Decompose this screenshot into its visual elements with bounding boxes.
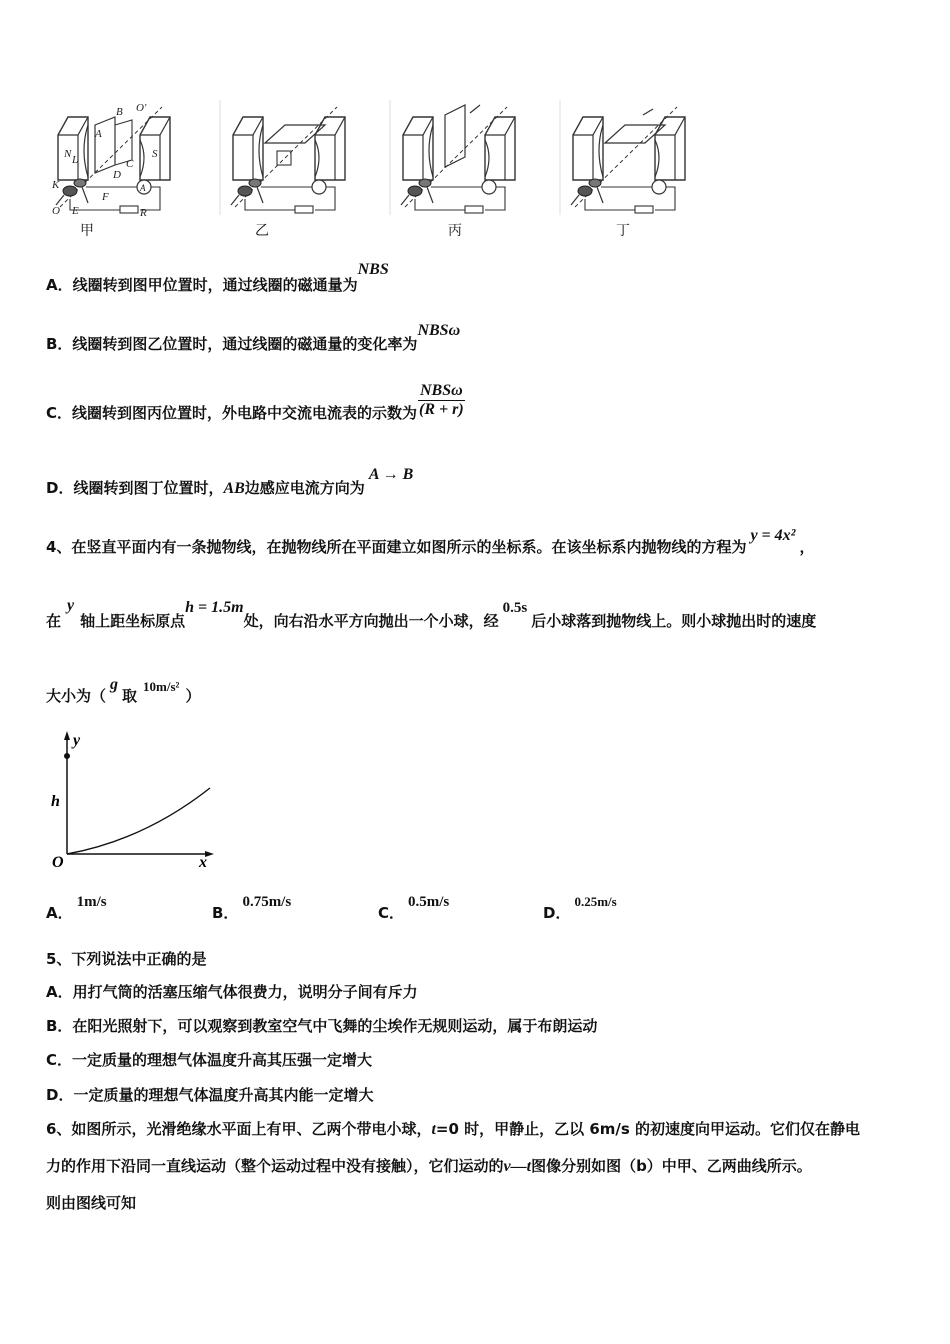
q6-line1: [46, 1118, 860, 1139]
q3-option-b-math: NBSω: [417, 322, 461, 339]
q4-mid3: 后小球落到抛物线上。则小球抛出时的速度: [531, 612, 817, 630]
q3-option-d-text: D．线圈转到图丁位置时，: [46, 479, 224, 497]
q4-mid1: 轴上距坐标原点: [80, 612, 186, 630]
q4-option-a-value: 1m/s: [76, 894, 107, 910]
q3-option-d-ab: AB: [223, 480, 245, 497]
q4-option-d: [543, 894, 617, 923]
q6-vt: v—t: [503, 1158, 532, 1175]
label-f: F: [102, 191, 109, 203]
q3-option-c: [46, 378, 466, 423]
q4-h-eq: h = 1.5m: [185, 599, 244, 616]
q5-option-b: B．在阳光照射下，可以观察到教室空气中飞舞的尘埃作无规则运动，属于布朗运动: [46, 1017, 598, 1035]
q4-option-a-label: A．: [46, 904, 73, 922]
q4-option-a: [46, 894, 107, 923]
label-l: L: [72, 154, 79, 166]
label-e: E: [72, 205, 79, 217]
q3-option-a-text: A．线圈转到图甲位置时，通过线圈的磁通量为: [46, 276, 358, 294]
q3-option-b-text: B．线圈转到图乙位置时，通过线圈的磁通量的变化率为: [46, 335, 418, 353]
q4-g-value: 10m/s²: [143, 679, 180, 694]
q6-line2: [46, 1155, 812, 1176]
q3-option-a: [46, 261, 389, 295]
q4-close: ）: [185, 687, 201, 705]
q4-comma: ，: [799, 538, 815, 556]
q4-zai: 在: [46, 612, 62, 630]
label-b: B: [116, 106, 123, 118]
figure-yi: [231, 107, 345, 213]
q4-equation: y = 4x²: [750, 527, 796, 544]
q4-stem-line1: [46, 527, 815, 557]
graph-origin-label: O: [52, 854, 64, 871]
q4-mid2: 处，向右沿水平方向抛出一个小球，经: [243, 612, 499, 630]
y-axis-arrow: [64, 731, 70, 740]
figure-label-bing: 丙: [448, 223, 462, 239]
q3-option-d: [46, 466, 414, 498]
generator-figures: [40, 95, 740, 245]
q5-option-d: D．一定质量的理想气体温度升高其内能一定增大: [46, 1086, 374, 1104]
q5-stem: 5、下列说法中正确的是: [46, 950, 207, 968]
q6-line1a: 6、如图所示，光滑绝缘水平面上有甲、乙两个带电小球，: [46, 1120, 432, 1138]
q6-t-var: t: [431, 1121, 436, 1138]
graph-h-label: h: [51, 793, 60, 810]
q5-option-a: A．用打气筒的活塞压缩气体很费力，说明分子间有斥力: [46, 983, 418, 1001]
q4-stem-line2: [46, 597, 817, 631]
label-axis: O′: [136, 102, 147, 114]
q4-qu: 取: [122, 687, 138, 705]
label-c: C: [126, 158, 134, 170]
label-s: S: [152, 148, 158, 160]
q3-option-d-math: A → B: [368, 466, 414, 483]
q4-option-c-label: C．: [378, 904, 405, 922]
label-meter: A: [140, 183, 146, 193]
q4-option-c-value: 0.5m/s: [408, 894, 450, 910]
q6-line2a: 力的作用下沿同一直线运动（整个运动过程中没有接触），它们运动的: [46, 1157, 504, 1175]
q4-y-var: y: [67, 597, 75, 614]
label-o: O: [52, 205, 60, 217]
figure-ding: [571, 107, 685, 213]
q3-option-c-fraction: [417, 382, 466, 419]
q4-graph: [44, 728, 224, 873]
label-r: R: [140, 207, 147, 219]
q6-line3: 则由图线可知: [46, 1194, 137, 1212]
figure-label-yi: 乙: [255, 223, 269, 239]
graph-y-label: y: [73, 732, 81, 749]
q4-time: 0.5s: [502, 600, 528, 616]
q6-line2b: 图像分别如图（b）中甲、乙两曲线所示。: [531, 1157, 812, 1175]
figure-bing: [401, 105, 515, 213]
q4-option-b-value: 0.75m/s: [242, 894, 292, 910]
q4-g: g: [110, 676, 119, 693]
q3-option-a-math: NBS: [357, 261, 389, 278]
q4-line1-text: 4、在竖直平面内有一条抛物线，在抛物线所在平面建立如图所示的坐标系。在该坐标系内抛物线的方程为: [46, 538, 747, 556]
parabola-curve: [67, 788, 210, 854]
q5-option-c: C．一定质量的理想气体温度升高其压强一定增大: [46, 1051, 373, 1069]
graph-x-label: x: [199, 854, 207, 871]
q4-option-b: [212, 894, 292, 923]
label-d: D: [113, 169, 121, 181]
q4-option-b-label: B．: [212, 904, 239, 922]
q4-option-d-value: 0.25m/s: [574, 894, 617, 909]
label-k: K: [52, 179, 60, 191]
q4-option-c: [378, 894, 450, 923]
label-a: A: [95, 128, 102, 140]
q3-option-d-text2: 边感应电流方向为: [244, 479, 365, 497]
launch-point: [64, 753, 70, 759]
label-n: N: [64, 148, 72, 160]
q4-line3a: 大小为（: [46, 687, 107, 705]
fraction-numerator: NBSω: [420, 382, 463, 399]
q3-option-b: [46, 322, 461, 354]
figure-label-ding: 丁: [616, 223, 630, 239]
fraction-denominator: (R + r): [419, 401, 464, 418]
q4-option-d-label: D．: [543, 904, 571, 922]
figure-label-jia: 甲: [80, 223, 94, 239]
q3-option-c-text: C．线圈转到图丙位置时，外电路中交流电流表的示数为: [46, 404, 418, 422]
q6-line1b: =0 时，甲静止，乙以 6m/s 的初速度向甲运动。它们仅在静电: [435, 1120, 861, 1138]
q4-stem-line3: [46, 676, 201, 706]
